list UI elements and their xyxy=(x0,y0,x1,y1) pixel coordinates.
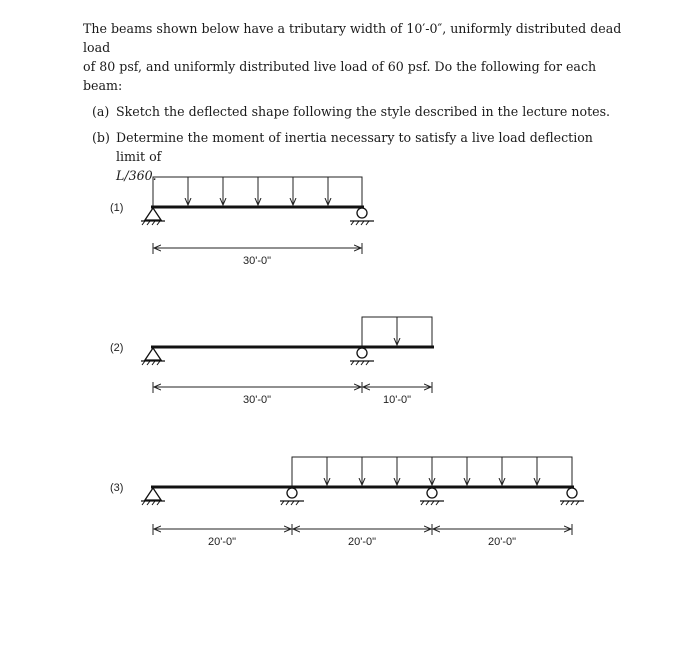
pin-support-icon xyxy=(141,348,165,365)
beam-3-diagram xyxy=(110,457,584,548)
beam-3-dimension xyxy=(153,524,572,548)
task-a-text: Sketch the deflected shape following the style described in the lecture notes. xyxy=(116,104,611,119)
pin-support-icon xyxy=(141,488,165,505)
span-length-label: 20'-0" xyxy=(207,536,237,548)
beam-2-label: (2) xyxy=(110,342,124,354)
pin-support-icon xyxy=(141,208,165,225)
span-length-label: 30'-0" xyxy=(242,394,272,406)
task-a-label: (a) xyxy=(92,104,110,119)
roller-support-icon xyxy=(350,208,374,225)
task-b-text-line-1: Determine the moment of inertia necessary to satisfy a live load deflection limit of xyxy=(116,130,593,164)
span-length-label: 30'-0" xyxy=(242,255,272,267)
roller-support-icon xyxy=(560,488,584,505)
roller-support-icon xyxy=(420,488,444,505)
beam-2-distributed-load xyxy=(362,317,432,347)
beam-1-label: (1) xyxy=(110,202,124,214)
roller-support-icon xyxy=(350,348,374,365)
beam-1-dimension xyxy=(153,243,362,267)
beam-1-diagram xyxy=(110,177,374,267)
span-length-label: 20'-0" xyxy=(347,536,377,548)
task-b-text-line-2: L/360. xyxy=(116,168,157,183)
task-b-label: (b) xyxy=(92,130,110,145)
intro-line-1: The beams shown below have a tributary width of 10′-0″, uniformly distributed dead load xyxy=(83,21,622,55)
beam-3-label: (3) xyxy=(110,482,124,494)
intro-line-2: of 80 psf, and uniformly distributed live load of 60 psf. Do the following for each beam: xyxy=(83,59,597,93)
roller-support-icon xyxy=(280,488,304,505)
beam-2-dimension xyxy=(153,382,432,406)
span-length-label: 20'-0" xyxy=(487,536,517,548)
beam-2-diagram xyxy=(110,317,434,406)
beam-1-distributed-load xyxy=(153,177,362,207)
overhang-length-label: 10'-0" xyxy=(382,394,412,406)
beam-3-distributed-load xyxy=(292,457,572,487)
